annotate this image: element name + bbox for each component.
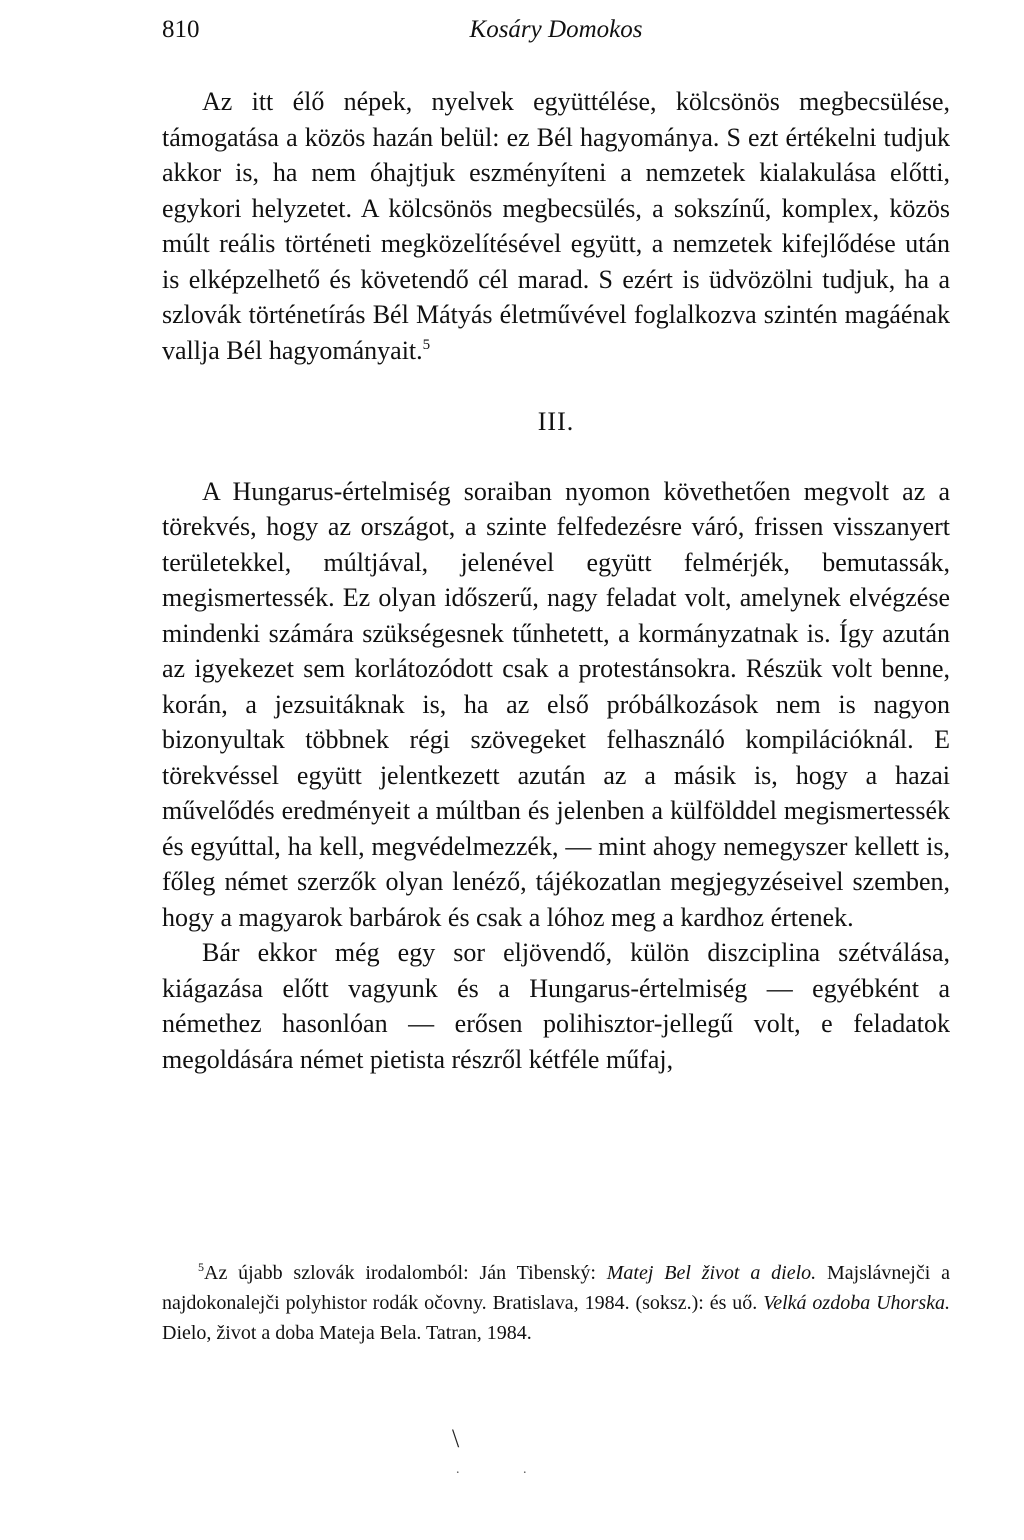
- footnote-title-2: Velká ozdoba Uhorska.: [763, 1292, 950, 1314]
- paragraph-1-text: Az itt élő népek, nyelvek együttélése, kölcsönös megbecsülése, támogatása a közös hazán belül: ez Bél hagyománya. S ezt értékelni tudjuk akkor is, ha nem óhajtjuk eszményíteni a nemzetek kialakulása előtti, egykori helyzetet. A kölcsönös megbecsülés, a sokszínű, komplex, közös múlt reális történeti megközelítésével együtt, a nemzetek kifejlődése után is elképzelhető és követendő cél marad. S ezért is üdvözölni tudjuk, ha a szlovák történetírás Bél Mátyás életművével foglalkozva szintén magáénak vallja Bél hagyományait.: [162, 87, 950, 365]
- footnote-title-1: Matej Bel život a dielo.: [606, 1262, 817, 1284]
- stray-dots: . .: [456, 1462, 557, 1477]
- paragraph-2: A Hungarus-értelmiség soraiban nyomon követhetően megvolt az a törekvés, hogy az országot, a szinte felfedezésre váró, frissen visszanyert területekkel, múltjával, jelenével együtt felmérjék, bemutassák, megismertessék. Ez olyan időszerű, nagy feladat volt, amelynek elvégzése mindenki számára szükségesnek tűnhetett, a kormányzatnak is. Így azután az igyekezet sem korlátozódott csak a protestánsokra. Részük volt benne, korán, a jezsuitáknak is, ha az első próbálkozások nem is nagyon bizonyultak többnek régi szövegeket felhasználó kompilációknál. E törekvéssel együtt jelentkezett azután az a másik is, hogy a hazai művelődés eredményeit a múltban és jelenben a külfölddel megismertessék és egyúttal, ha kell, megvédelmezzék, — mint ahogy nemegyszer kellett is, főleg német szerzők olyan lenéző, tájékozatlan megjegyzéseivel szemben, hogy a magyarok barbárok és csak a lóhoz meg a kardhoz értenek.: [162, 476, 950, 932]
- paragraph-1: [162, 84, 950, 368]
- stray-mark: \: [452, 1424, 460, 1453]
- footnote-ref: 5: [422, 336, 431, 353]
- footnote-lead: Az újabb szlovák irodalomból: Ján Tibenský:: [204, 1262, 607, 1284]
- running-head: Kosáry Domokos: [469, 16, 643, 43]
- footnote-mark: 5: [198, 1260, 204, 1274]
- footnote-tail: Dielo, život a doba Mateja Bela. Tatran, 1984.: [162, 1322, 532, 1344]
- page-header: [162, 16, 950, 50]
- section-heading: III.: [537, 407, 575, 436]
- body-text: [162, 84, 950, 1077]
- footnote: [162, 1258, 950, 1348]
- paragraph-3: Bár ekkor még egy sor eljövendő, külön diszciplina szétválása, kiágazása előtt vagyunk és a Hungarus-értelmiség — egyébként a némethez hasonlóan — erősen polihisztor-jellegű volt, e feladatok megoldására német pietista részről kétféle műfaj,: [162, 938, 950, 1074]
- footnote-mid: Majslávnejči a najdokonalejči polyhistor rodák očovny. Bratislava, 1984. (soksz.): és uő.: [162, 1262, 950, 1314]
- page-number: 810: [162, 16, 200, 43]
